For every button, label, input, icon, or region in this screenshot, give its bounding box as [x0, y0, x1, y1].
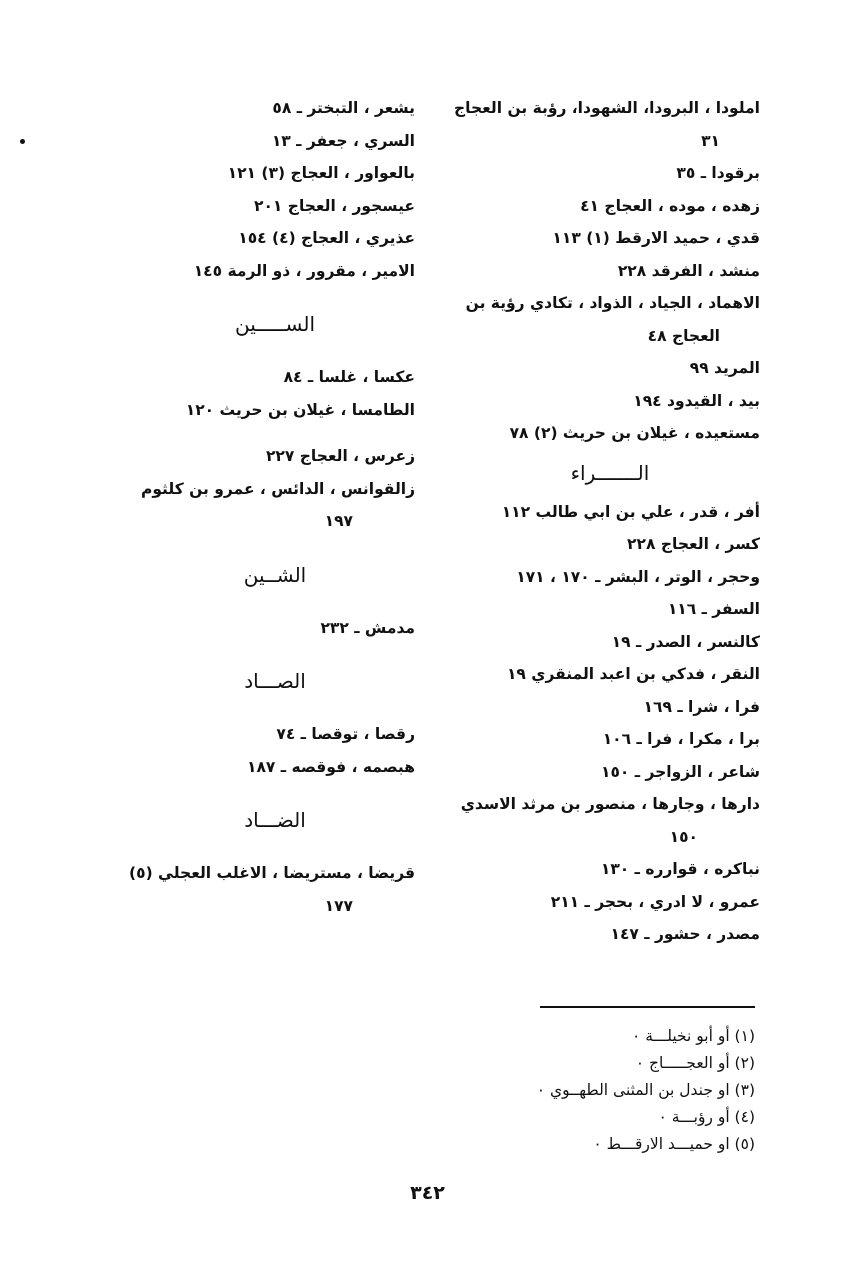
- index-entry: يشعر ، التبختر ـ ٥٨: [272, 99, 415, 117]
- footnote: (٣) او جندل بن المثنى الطهــوي ٠: [536, 1081, 755, 1099]
- index-entry: فرا ، شرا ـ ١٦٩: [643, 697, 760, 716]
- index-entry: برا ، مكرا ، فرا ـ ١٠٦: [602, 730, 760, 748]
- index-entry: عيسجور ، العجاج ٢٠١: [253, 196, 415, 215]
- spacer: [75, 704, 415, 718]
- index-entry: الامير ، مقرور ، ذو الرمة ١٤٥: [193, 261, 415, 280]
- index-entry: قدي ، حميد الارقط (١) ١١٣: [552, 229, 760, 247]
- index-entry: بالعواور ، العجاج (٣) ١٢١: [227, 164, 415, 182]
- left-column: [75, 92, 415, 922]
- index-entry: شاعر ، الزواجر ـ ١٥٠: [601, 762, 760, 781]
- index-entry-page: ١٥٠: [669, 827, 698, 846]
- index-entry: نباكره ، قوارره ـ ١٣٠: [600, 860, 760, 878]
- margin-dot: [20, 139, 25, 144]
- footnote-divider: [540, 1006, 755, 1008]
- index-entry-continued: العجاج ٤٨: [647, 326, 720, 345]
- spacer: [75, 644, 415, 658]
- index-entry: زعرس ، العجاج ٢٢٧: [265, 447, 415, 465]
- index-entry: زالقوانس ، الدائس ، عمرو بن كلثوم: [140, 479, 415, 498]
- index-entry-page: ١٩٧: [324, 512, 353, 530]
- index-entry: كالنسر ، الصدر ـ ١٩: [611, 632, 760, 651]
- spacer: [75, 426, 415, 440]
- index-entry: مدمش ـ ٢٣٢: [320, 618, 415, 637]
- footnotes: [430, 1023, 755, 1158]
- section-heading-shin: الشــين: [243, 562, 307, 587]
- index-entry: رقصا ، توقصا ـ ٧٤: [276, 725, 415, 743]
- index-entry: دارها ، وجارها ، منصور بن مرثد الاسدي: [460, 795, 760, 813]
- index-entry: هبصمه ، فوقصه ـ ١٨٧: [247, 757, 415, 776]
- index-entry: كسر ، العجاج ٢٢٨: [627, 535, 760, 553]
- section-heading-dad: الضـــاد: [244, 808, 306, 832]
- index-entry: المريد ٩٩: [689, 359, 760, 377]
- index-entry-page: ٣١: [701, 131, 720, 150]
- spacer: [75, 598, 415, 612]
- index-entry: برقودا ـ ٣٥: [676, 164, 760, 182]
- right-column: [430, 92, 760, 951]
- index-entry: عكسا ، غلسا ـ ٨٤: [283, 368, 415, 386]
- spacer: [75, 538, 415, 552]
- index-entry-page: ١٧٧: [324, 896, 353, 915]
- index-entry: املودا ، البرودا، الشهودا، رؤبة بن العجاج: [454, 99, 760, 117]
- footnote: (٢) أو العجـــــاج ٠: [635, 1054, 755, 1072]
- index-entry: السفر ـ ١١٦: [667, 600, 760, 618]
- spacer: [75, 843, 415, 857]
- footnote: (٥) او حميـــد الارقـــط ٠: [593, 1135, 755, 1153]
- index-entry: بيد ، القيدود ١٩٤: [633, 391, 760, 410]
- index-entry: وحجر ، الوتر ، البشر ـ ١٧٠ ، ١٧١: [516, 567, 760, 586]
- index-entry: عمرو ، لا ادري ، بحجر ـ ٢١١: [550, 892, 760, 911]
- index-entry: مصدر ، حشور ـ ١٤٧: [610, 925, 760, 943]
- index-entry: أفر ، قدر ، علي بن ابي طالب ١١٢: [501, 502, 760, 521]
- index-entry: منشد ، الفرقد ٢٢٨: [617, 261, 760, 280]
- spacer: [75, 783, 415, 797]
- index-entry: مستعيده ، غيلان بن حريث (٢) ٧٨: [509, 424, 760, 442]
- spacer: [75, 347, 415, 361]
- section-heading-sad: الصـــاد: [244, 669, 306, 693]
- spacer: [75, 287, 415, 301]
- index-entry: عذيري ، العجاج (٤) ١٥٤: [238, 229, 415, 247]
- section-heading-ra: الـــــــراء: [570, 460, 650, 485]
- page-number: ٣٤٢: [410, 1182, 445, 1204]
- footnote: (٤) أو رؤبـــة ٠: [658, 1108, 755, 1126]
- section-heading-sin: الســـــين: [234, 312, 316, 336]
- index-entry: قريضا ، مستريضا ، الاغلب العجلي (٥): [129, 864, 415, 882]
- index-entry: السري ، جعفر ـ ١٣: [271, 131, 415, 150]
- index-entry: زهده ، موده ، العجاج ٤١: [580, 196, 760, 215]
- footnote: (١) أو أبو نخيلـــة ٠: [632, 1027, 755, 1045]
- index-entry: النقر ، فدكي بن اعبد المنقري ١٩: [506, 665, 760, 683]
- index-entry: الاهماد ، الجياد ، الذواد ، تكادي رؤية بن: [465, 294, 760, 312]
- index-entry: الطامسا ، غيلان بن حريث ١٢٠: [185, 400, 415, 419]
